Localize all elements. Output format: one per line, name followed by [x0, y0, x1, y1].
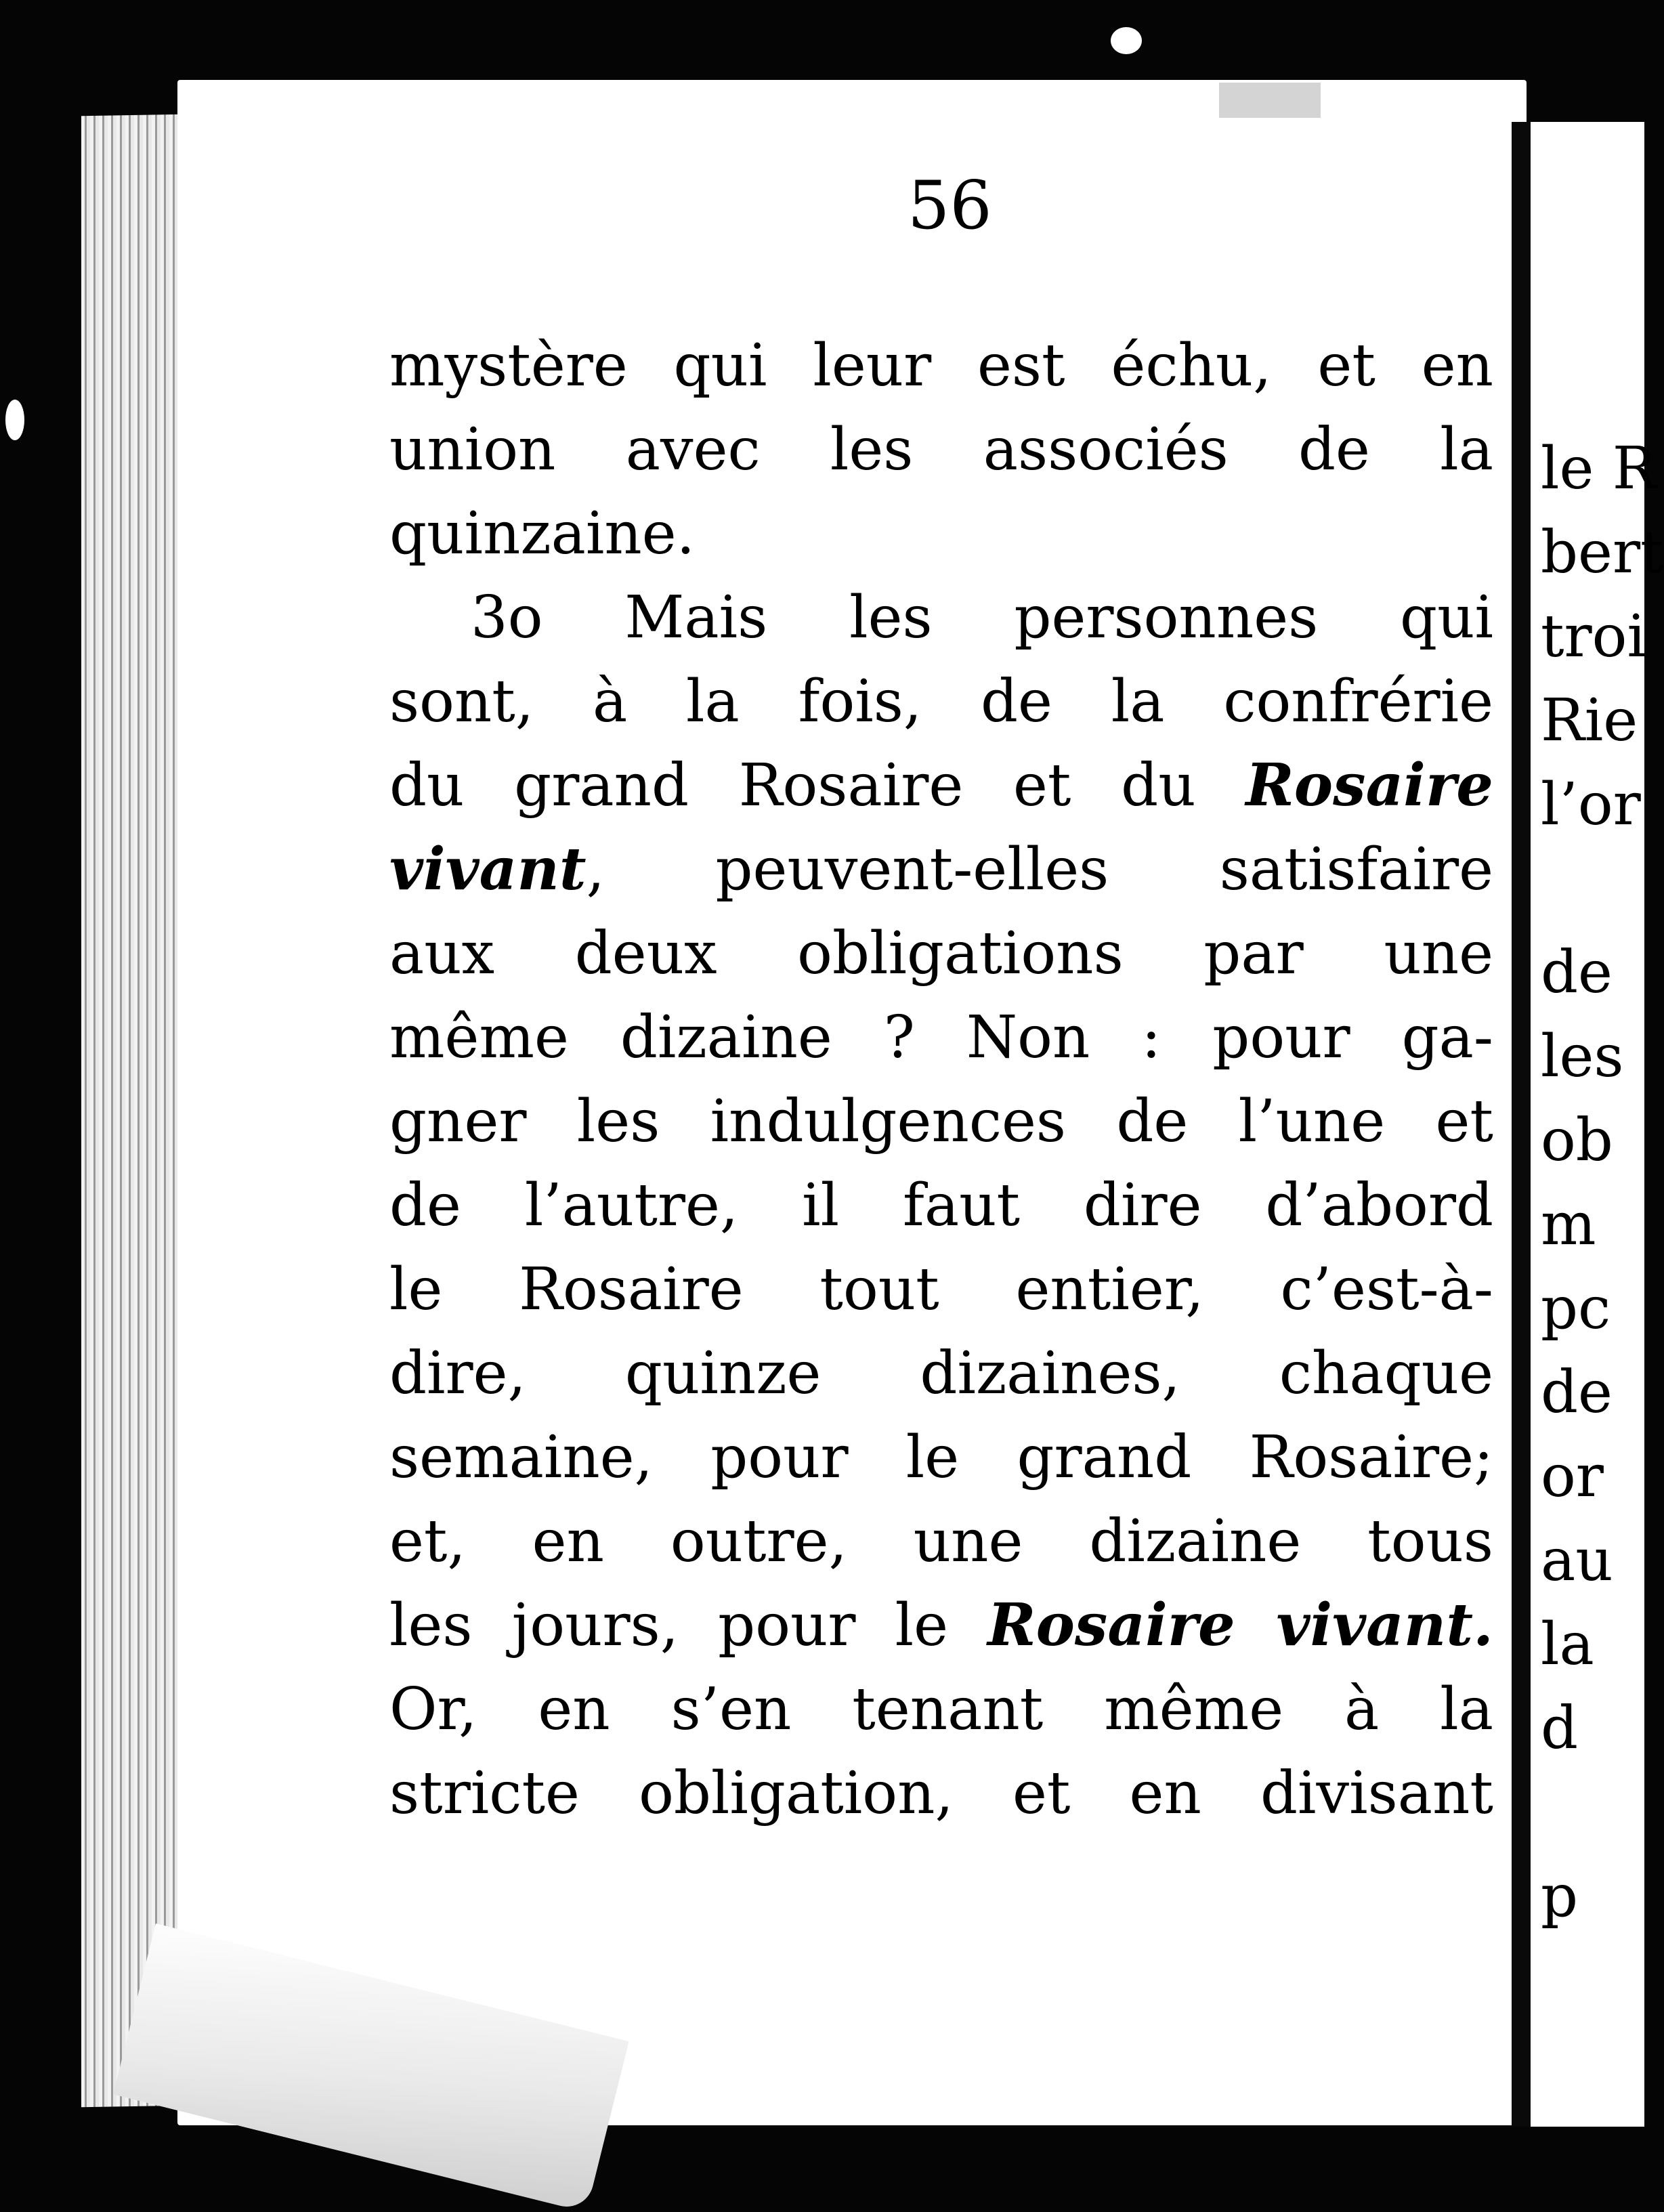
text-line: stricte obligation, et en divisant — [389, 1760, 1493, 1827]
page-tab — [1219, 83, 1321, 118]
text-line: les jours, pour le Rosaire vivant. — [389, 1591, 1493, 1659]
dust-speck — [5, 400, 24, 440]
text-line: union avec les associés de la — [389, 416, 1493, 484]
text-line: Or, en s’en tenant même à la — [389, 1676, 1493, 1743]
facing-line — [1541, 1770, 1649, 1854]
facing-line — [1541, 847, 1649, 931]
text-line: semaine, pour le grand Rosaire; — [389, 1424, 1493, 1491]
facing-line: troi — [1541, 603, 1646, 671]
facing-line: le R — [1541, 435, 1657, 503]
text-line: le Rosaire tout entier, c’est-à- — [389, 1256, 1493, 1323]
facing-line: l’or — [1541, 771, 1641, 838]
text-line: dire, quinze dizaines, chaque — [389, 1340, 1493, 1407]
text-line: mystère qui leur est échu, et en — [389, 332, 1493, 400]
facing-line: les — [1541, 1023, 1624, 1090]
italic-text: Rosaire — [1245, 751, 1493, 820]
facing-line: Rie — [1541, 687, 1638, 754]
page-body — [389, 324, 1493, 1835]
text-line: vivant, peuvent-elles satisfaire — [389, 835, 1493, 903]
dust-speck — [1111, 27, 1142, 54]
text-line: et, en outre, une dizaine tous — [389, 1508, 1493, 1575]
facing-line: de — [1541, 1359, 1613, 1426]
page-edges — [81, 114, 183, 2108]
page-number: 56 — [908, 167, 992, 244]
text-line: même dizaine ? Non : pour ga- — [389, 1004, 1493, 1071]
facing-line: la — [1541, 1611, 1594, 1678]
text-line: de l’autre, il faut dire d’abord — [389, 1172, 1493, 1239]
text-line: gner les indulgences de l’une et — [389, 1088, 1493, 1155]
facing-line: p — [1541, 1863, 1579, 1930]
text-line: du grand Rosaire et du Rosaire — [389, 751, 1493, 820]
facing-line: bert — [1541, 519, 1664, 587]
facing-page-text — [1541, 427, 1664, 1938]
facing-line: ob — [1541, 1107, 1613, 1174]
book-gutter — [1512, 122, 1531, 2127]
text-line: sont, à la fois, de la confrérie — [389, 668, 1493, 736]
text-line: aux deux obligations par une — [389, 920, 1493, 987]
facing-line: or — [1541, 1443, 1604, 1510]
facing-line: m — [1541, 1191, 1596, 1258]
facing-line: d — [1541, 1695, 1579, 1762]
italic-text: vivant — [389, 835, 586, 903]
facing-line: au — [1541, 1527, 1613, 1594]
italic-text: Rosaire vivant. — [987, 1591, 1493, 1659]
text-line: 3o Mais les personnes qui — [471, 584, 1493, 652]
facing-line: de — [1541, 939, 1613, 1006]
text-line: quinzaine. — [389, 500, 696, 568]
facing-line: pc — [1541, 1275, 1611, 1342]
